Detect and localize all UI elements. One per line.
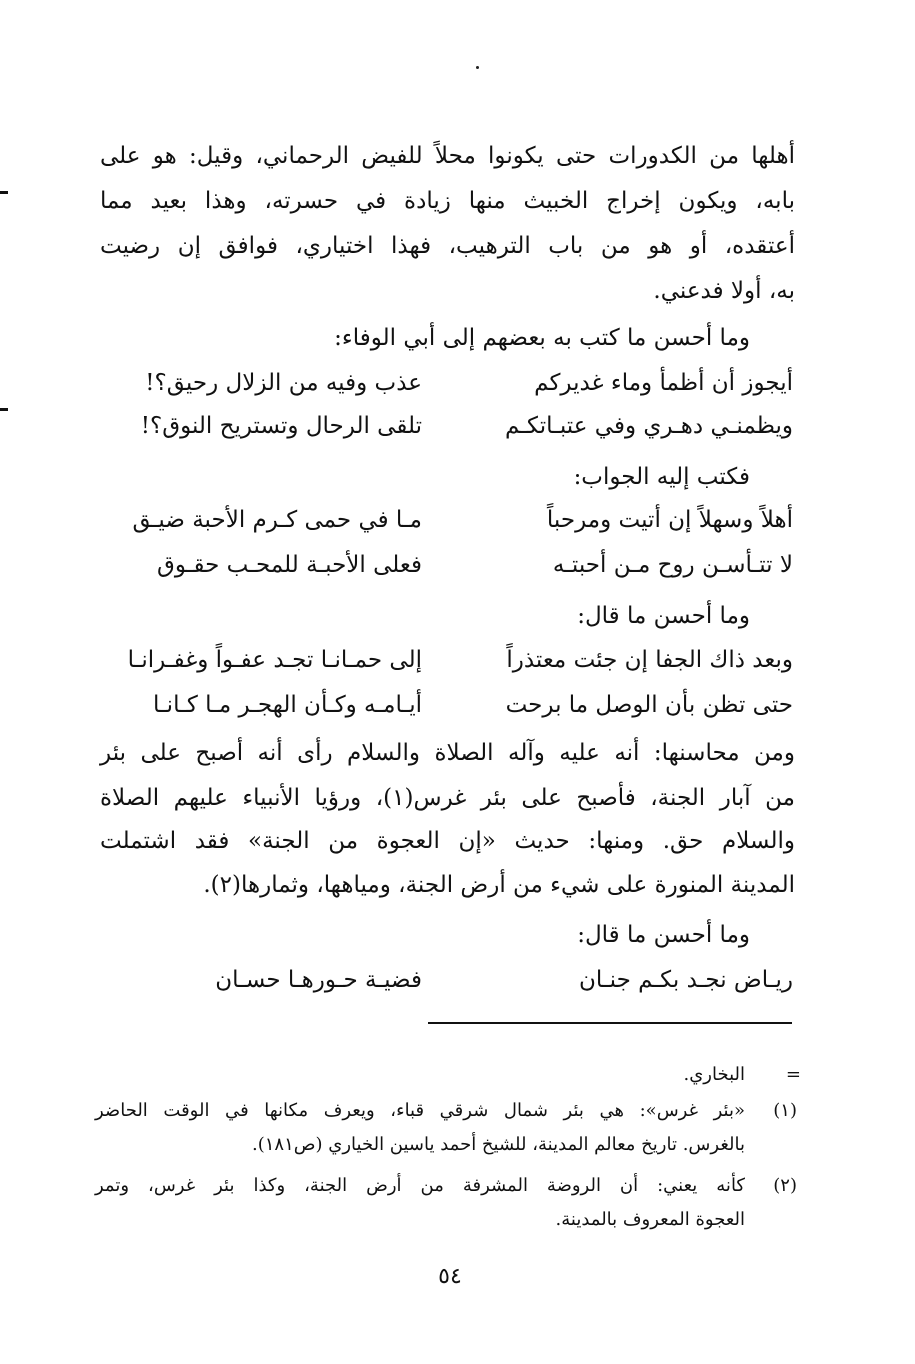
margin-mark	[0, 191, 8, 194]
verse-hemistich-right: أهلاً وسهلاً إن أتيت ومرحباً	[546, 507, 793, 533]
footnote-line: العجوة المعروف بالمدينة.	[555, 1209, 745, 1230]
footnote-line: بالغرس. تاريخ معالم المدينة، للشيخ أحمد ياسين الخياري (ص١٨١).	[252, 1134, 745, 1155]
verse-hemistich-right: وبعد ذاك الجفا إن جئت معتذراً	[506, 647, 793, 673]
footnote-number: (٢)	[773, 1175, 797, 1196]
paragraph-2-line-4: المدينة المنورة على شيء من أرض الجنة، ومياهها، وثمارها(٢).	[203, 872, 795, 898]
verse-hemistich-left: إلى حمـانـا تجـد عفـواً وغفـرانـا	[127, 647, 422, 673]
footnote-line: «بئر غرس»: هي بئر شمال شرقي قباء، ويعرف مكانها في الوقت الحاضر	[95, 1100, 745, 1121]
top-dot	[476, 66, 479, 69]
footnote-number: (١)	[773, 1100, 797, 1121]
verse-hemistich-left: مـا في حمى كـرم الأحبة ضيـق	[132, 507, 422, 533]
margin-mark	[0, 408, 8, 411]
poem-intro: وما أحسن ما كتب به بعضهم إلى أبي الوفاء:	[334, 325, 750, 351]
footnote-continuation-marker: =	[785, 1064, 801, 1085]
paragraph-2-line-2: من آبار الجنة، فأصبح على بئر غرس(١)، ورؤيا الأنبياء عليهم الصلاة	[100, 785, 795, 811]
paragraph-1-line-4: به، أولا فدعني.	[653, 278, 795, 304]
verse-hemistich-left: عذب وفيه من الزلال رحيق؟!	[145, 370, 422, 396]
verse-hemistich-right: أيجوز أن أظمأ وماء غديركم	[534, 370, 793, 396]
poem-intro: وما أحسن ما قال:	[577, 922, 750, 948]
footnote-continuation-text: البخاري.	[683, 1064, 745, 1085]
verse-hemistich-right: حتى تظن بأن الوصل ما برحت	[505, 692, 793, 718]
verse-hemistich-right: ريـاض نجـد بكـم جنـان	[579, 967, 793, 993]
poem-intro: فكتب إليه الجواب:	[573, 464, 750, 490]
poem-intro: وما أحسن ما قال:	[577, 603, 750, 629]
verse-hemistich-left: تلقى الرحال وتستريح النوق؟!	[140, 413, 422, 439]
paragraph-1-line-2: بابه، ويكون إخراج الخبيث منها زيادة في حسرته، وهذا بعيد مما	[100, 188, 795, 214]
paragraph-2-line-1: ومن محاسنها: أنه عليه وآله الصلاة والسلام رأى أنه أصبح على بئر	[100, 740, 795, 766]
footnote-separator	[428, 1022, 792, 1024]
paragraph-2-line-3: والسلام حق. ومنها: حديث «إن العجوة من الجنة» فقد اشتملت	[100, 828, 795, 854]
verse-hemistich-left: فضيـة حـورهـا حسـان	[215, 967, 422, 993]
paragraph-1-line-1: أهلها من الكدورات حتى يكونوا محلاً للفيض الرحماني، وقيل: هو على	[100, 143, 795, 169]
verse-hemistich-right: ويظمنـي دهـري وفي عتبـاتكـم	[504, 413, 793, 439]
page-number: ٥٤	[438, 1264, 462, 1289]
footnote-line: كأنه يعني: أن الروضة المشرفة من أرض الجنة، وكذا بئر غرس، وتمر	[95, 1175, 745, 1196]
verse-hemistich-right: لا تتـأسـن روح مـن أحبتـه	[552, 552, 793, 578]
verse-hemistich-left: فعلى الأحبـة للمحـب حقـوق	[157, 552, 422, 578]
paragraph-1-line-3: أعتقده، أو هو من باب الترهيب، فهذا اختياري، فوافق إن رضيت	[100, 233, 795, 259]
verse-hemistich-left: أيـامـه وكـأن الهجـر مـا كـانـا	[152, 692, 422, 718]
